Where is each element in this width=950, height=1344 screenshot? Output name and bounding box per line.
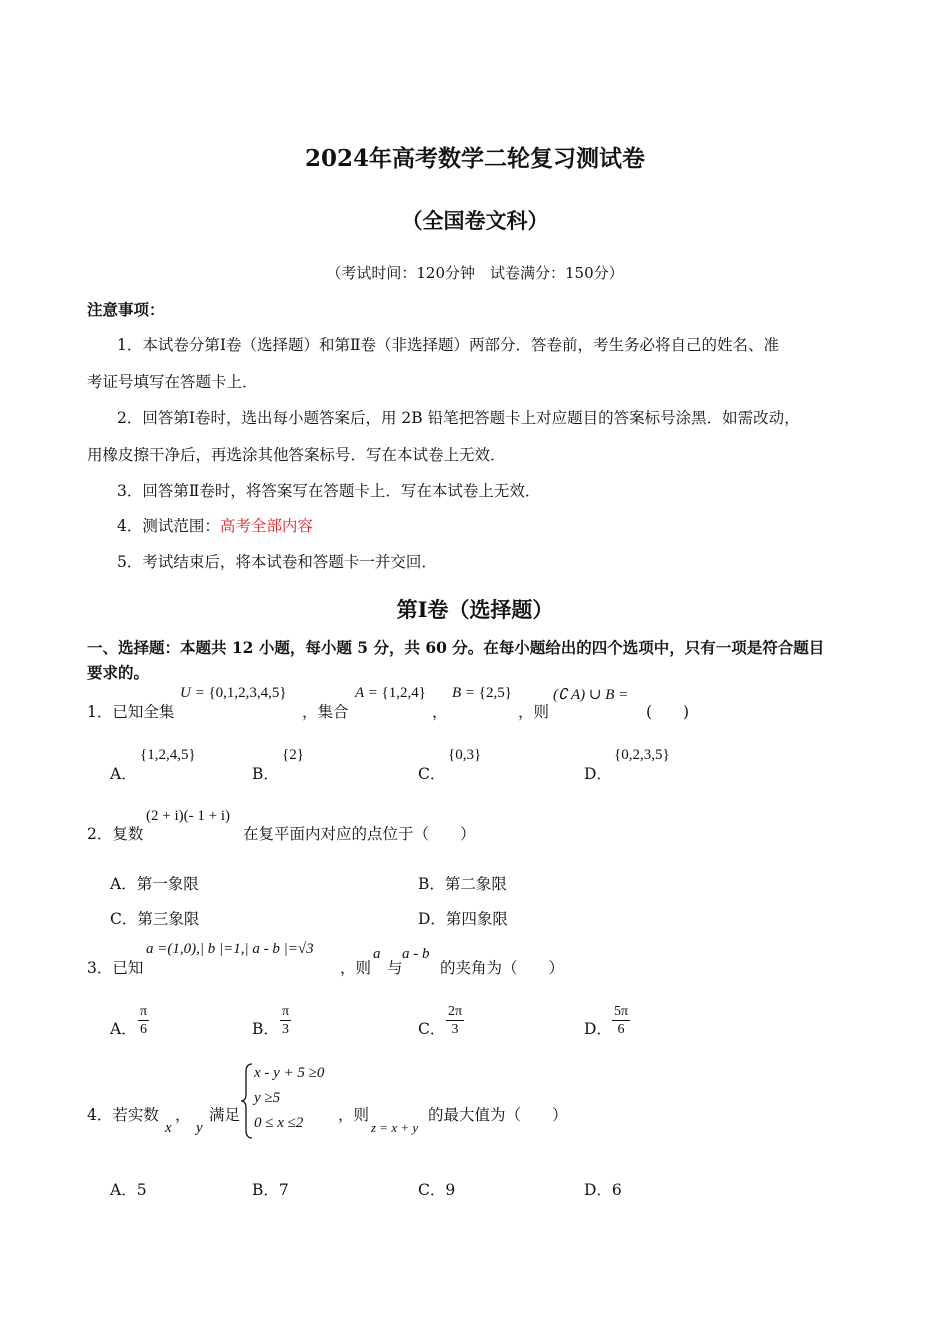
q3-vector-a-minus-b: a - b — [402, 946, 430, 962]
q3-vector-a: a — [373, 946, 381, 962]
q3-option-a-denominator: 6 — [140, 1022, 148, 1037]
q4-constraint-2: y ≥5 — [254, 1090, 281, 1106]
q3-option-c-denominator: 3 — [451, 1022, 459, 1037]
q3-option-b-fraction — [280, 1003, 291, 1038]
q4-text-4: 的最大值为（ ） — [428, 1106, 568, 1124]
exam-info: （考试时间：120分钟 试卷满分：150分） — [326, 264, 624, 282]
notice-item-1: 1．本试卷分第Ⅰ卷（选择题）和第Ⅱ卷（非选择题）两部分．答卷前，考生务必将自己的姓名、准 — [117, 336, 780, 354]
q2-option-a[interactable]: A．第一象限 — [110, 875, 199, 893]
q3-option-a-label[interactable]: A． — [110, 1020, 137, 1038]
notice-heading: 注意事项： — [87, 300, 165, 319]
q4-text-2: 满足 — [209, 1106, 241, 1124]
q1-option-a-label[interactable]: A． — [110, 765, 137, 783]
q1-b-symbol: B = — [452, 685, 476, 701]
q3-option-b[interactable] — [280, 1003, 291, 1038]
q3-option-d-denominator: 6 — [617, 1022, 625, 1037]
q4-objective: z = x + y — [371, 1120, 419, 1135]
page-subtitle: （全国卷文科） — [401, 208, 549, 233]
q2-expression: (2 + i)(- 1 + i) — [146, 808, 230, 824]
q3-text-4: 的夹角为（ ） — [440, 959, 565, 977]
q1-option-b-label[interactable]: B． — [252, 765, 279, 783]
q2-text: 在复平面内对应的点位于（ ） — [243, 825, 476, 843]
q3-option-b-numerator: π — [282, 1004, 290, 1019]
q1-text-2: ，集合 — [302, 703, 349, 721]
q2-option-c[interactable]: C．第三象限 — [110, 910, 200, 928]
q1-b-set: {2,5} — [478, 685, 512, 701]
q1-text-3: ， — [432, 703, 448, 721]
notice-item-4 — [117, 514, 313, 536]
notice-item-3: 3．回答第Ⅱ卷时，将答案写在答题卡上．写在本试卷上无效． — [117, 482, 541, 500]
q3-option-b-label[interactable]: B． — [252, 1020, 279, 1038]
q3-option-d-numerator: 5π — [614, 1004, 629, 1019]
notice-item-1-cont: 考证号填写在答题卡上． — [87, 373, 258, 391]
q3-option-c-numerator: 2π — [448, 1004, 463, 1019]
q4-option-b[interactable]: B．7 — [252, 1181, 289, 1199]
q1-a-symbol: A = — [355, 685, 378, 701]
q1-prefix: 1．已知全集 — [87, 703, 175, 721]
q4-constraint-1: x - y + 5 ≥0 — [254, 1065, 325, 1081]
q1-universal-set — [180, 685, 287, 702]
q1-option-d[interactable]: {0,2,3,5} — [614, 747, 670, 763]
section-title: 第Ⅰ卷（选择题） — [396, 597, 554, 622]
q1-option-c-label[interactable]: C． — [418, 765, 446, 783]
q3-option-a-fraction — [138, 1003, 149, 1038]
notice-item-4-label: 4．测试范围： — [117, 517, 220, 535]
q3-option-d[interactable] — [612, 1003, 630, 1038]
q4-var-y: y — [196, 1120, 203, 1136]
q3-option-c-fraction — [446, 1003, 464, 1038]
q3-expression: a =(1,0),| b |=1,| a - b |=√3 — [146, 941, 314, 957]
q1-a-set: {1,2,4} — [381, 685, 426, 701]
q4-comma: ， — [175, 1106, 191, 1124]
q3-text-3: 与 — [387, 959, 403, 977]
q3-option-d-fraction — [612, 1003, 630, 1038]
q3-option-b-denominator: 3 — [282, 1022, 290, 1037]
q2-prefix: 2．复数 — [87, 825, 144, 843]
q4-brace — [240, 1062, 254, 1140]
q1-set-b — [452, 685, 512, 702]
q1-expression: (∁ A) ∪ B = — [553, 687, 629, 703]
q3-option-a-numerator: π — [140, 1004, 148, 1019]
section-instructions-cont: 要求的。 — [87, 663, 150, 682]
notice-item-5: 5．考试结束后，将本试卷和答题卡一并交回． — [117, 553, 437, 571]
q3-prefix: 3．已知 — [87, 959, 144, 977]
q4-option-a[interactable]: A．5 — [110, 1181, 147, 1199]
notice-item-2: 2．回答第Ⅰ卷时，选出每小题答案后，用 2B 铅笔把答题卡上对应题目的答案标号涂黑．如需改动， — [117, 409, 800, 427]
q1-u-set: {0,1,2,3,4,5} — [208, 685, 287, 701]
q3-text-2: ，则 — [340, 959, 372, 977]
q1-option-c[interactable]: {0,3} — [448, 747, 482, 763]
section-instructions: 一、选择题：本题共 12 小题，每小题 5 分，共 60 分。在每小题给出的四个选项中，只有一项是符合题目 — [87, 638, 825, 657]
q4-var-x: x — [165, 1120, 172, 1136]
q4-constraint-3: 0 ≤ x ≤2 — [254, 1115, 304, 1131]
q1-text-4: ，则 — [518, 703, 550, 721]
page-title: 2024年高考数学二轮复习测试卷 — [304, 145, 645, 172]
q1-set-a — [355, 685, 426, 702]
q4-option-c[interactable]: C．9 — [418, 1181, 456, 1199]
q1-blank: ( ) — [646, 703, 690, 721]
q3-option-d-label[interactable]: D． — [584, 1020, 612, 1038]
q1-option-d-label[interactable]: D． — [584, 765, 612, 783]
q4-prefix: 4．若实数 — [87, 1106, 159, 1124]
q1-option-a[interactable]: {1,2,4,5} — [140, 747, 196, 763]
q3-option-c[interactable] — [446, 1003, 464, 1038]
q1-u-symbol: U = — [180, 685, 205, 701]
q2-option-b[interactable]: B．第二象限 — [418, 875, 507, 893]
q2-option-d[interactable]: D．第四象限 — [418, 910, 508, 928]
q4-option-d[interactable]: D．6 — [584, 1181, 622, 1199]
q3-option-c-label[interactable]: C． — [418, 1020, 446, 1038]
test-scope: 高考全部内容 — [219, 517, 313, 535]
notice-item-2-cont: 用橡皮擦干净后，再选涂其他答案标号．写在本试卷上无效． — [87, 446, 506, 464]
q4-text-3: ，则 — [338, 1106, 370, 1124]
q1-option-b[interactable]: {2} — [282, 747, 304, 763]
q3-option-a[interactable] — [138, 1003, 149, 1038]
